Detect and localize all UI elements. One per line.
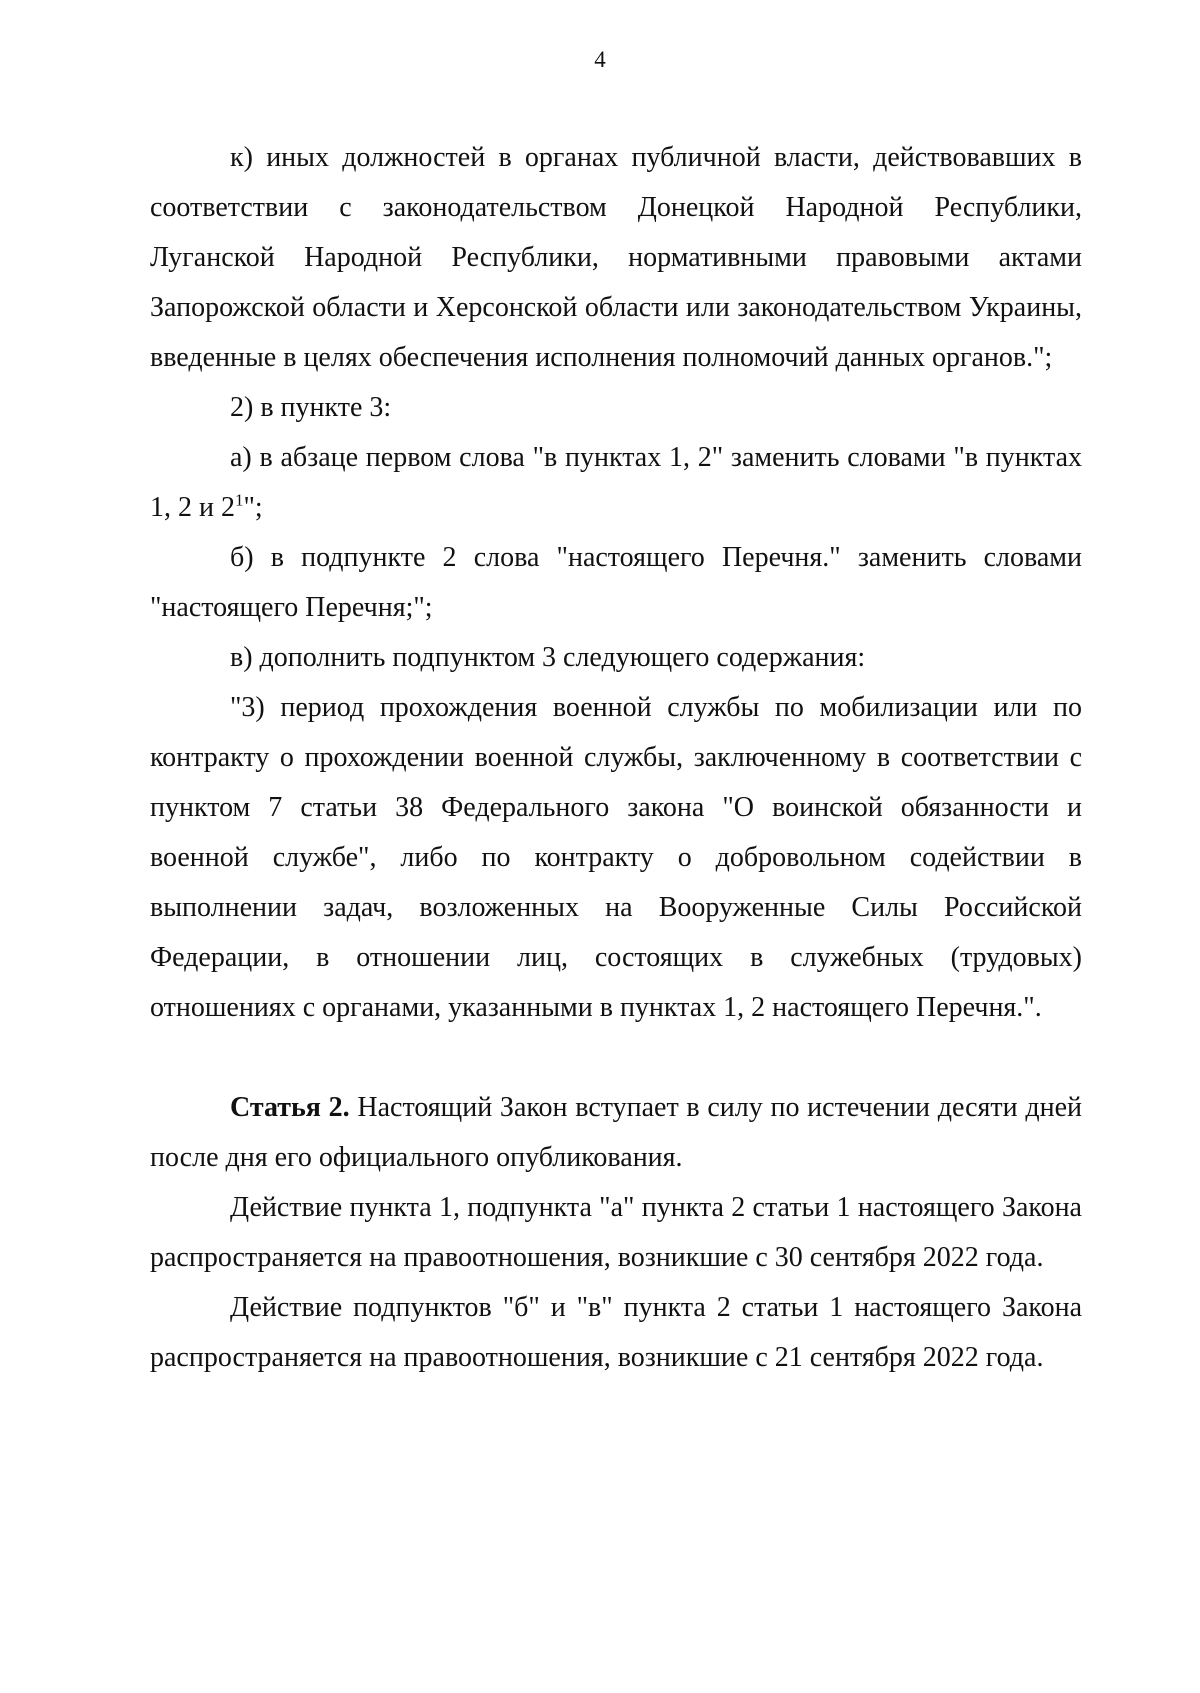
paragraph-k: к) иных должностей в органах публичной власти, действовавших в соответствии с законодательством Донецкой Народной Республики, Луганской Народной Республики, нормативными правовыми актами Запорожской области и Херсонской области или законодательством Украины, введенные в целях обеспечения исполнения полномочий данных органов."; (150, 142, 1082, 373)
article-2-paragraph-3: Действие подпунктов "б" и "в" пункта 2 статьи 1 настоящего Закона распространяется на правоотношения, возникшие с 21 сентября 2022 года. (150, 1292, 1082, 1373)
article-2-heading: Статья 2. (230, 1092, 350, 1123)
superscript: 1 (234, 490, 244, 510)
paragraph-item-2a-end: "; (243, 492, 263, 523)
article-2-paragraph-2: Действие пункта 1, подпункта "а" пункта 2 статьи 1 настоящего Закона распространяется на правоотношения, возникшие с 30 сентября 2022 года. (150, 1192, 1082, 1273)
page-number: 4 (594, 47, 606, 72)
article-2-text: Настоящий Закон вступает в силу по истечении десяти дней после дня его официального опубликования. (150, 1092, 1082, 1173)
paragraph-item-2a-text: а) в абзаце первом слова "в пунктах 1, 2" заменить словами "в пунктах 1, 2 и 2 (150, 442, 1082, 523)
paragraph-item-2a (150, 433, 1082, 533)
document-body (150, 133, 1082, 1383)
paragraph-item-2v: в) дополнить подпунктом 3 следующего содержания: (230, 642, 866, 673)
paragraph-item-2: 2) в пункте 3: (230, 392, 392, 423)
article-2-paragraph (150, 1083, 1082, 1183)
paragraph-item-2b: б) в подпункте 2 слова "настоящего Перечня." заменить словами "настоящего Перечня;"; (150, 542, 1082, 623)
paragraph-subitem-3: "3) период прохождения военной службы по мобилизации или по контракту о прохождении военной службы, заключенному в соответствии с пунктом 7 статьи 38 Федерального закона "О воинской обязанности и военной службе", либо по контракту о добровольном содействии в выполнении задач, возложенных на Вооруженные Силы Российской Федерации, в отношении лиц, состоящих в служебных (трудовых) отношениях с органами, указанными в пунктах 1, 2 настоящего Перечня.". (150, 692, 1082, 1023)
